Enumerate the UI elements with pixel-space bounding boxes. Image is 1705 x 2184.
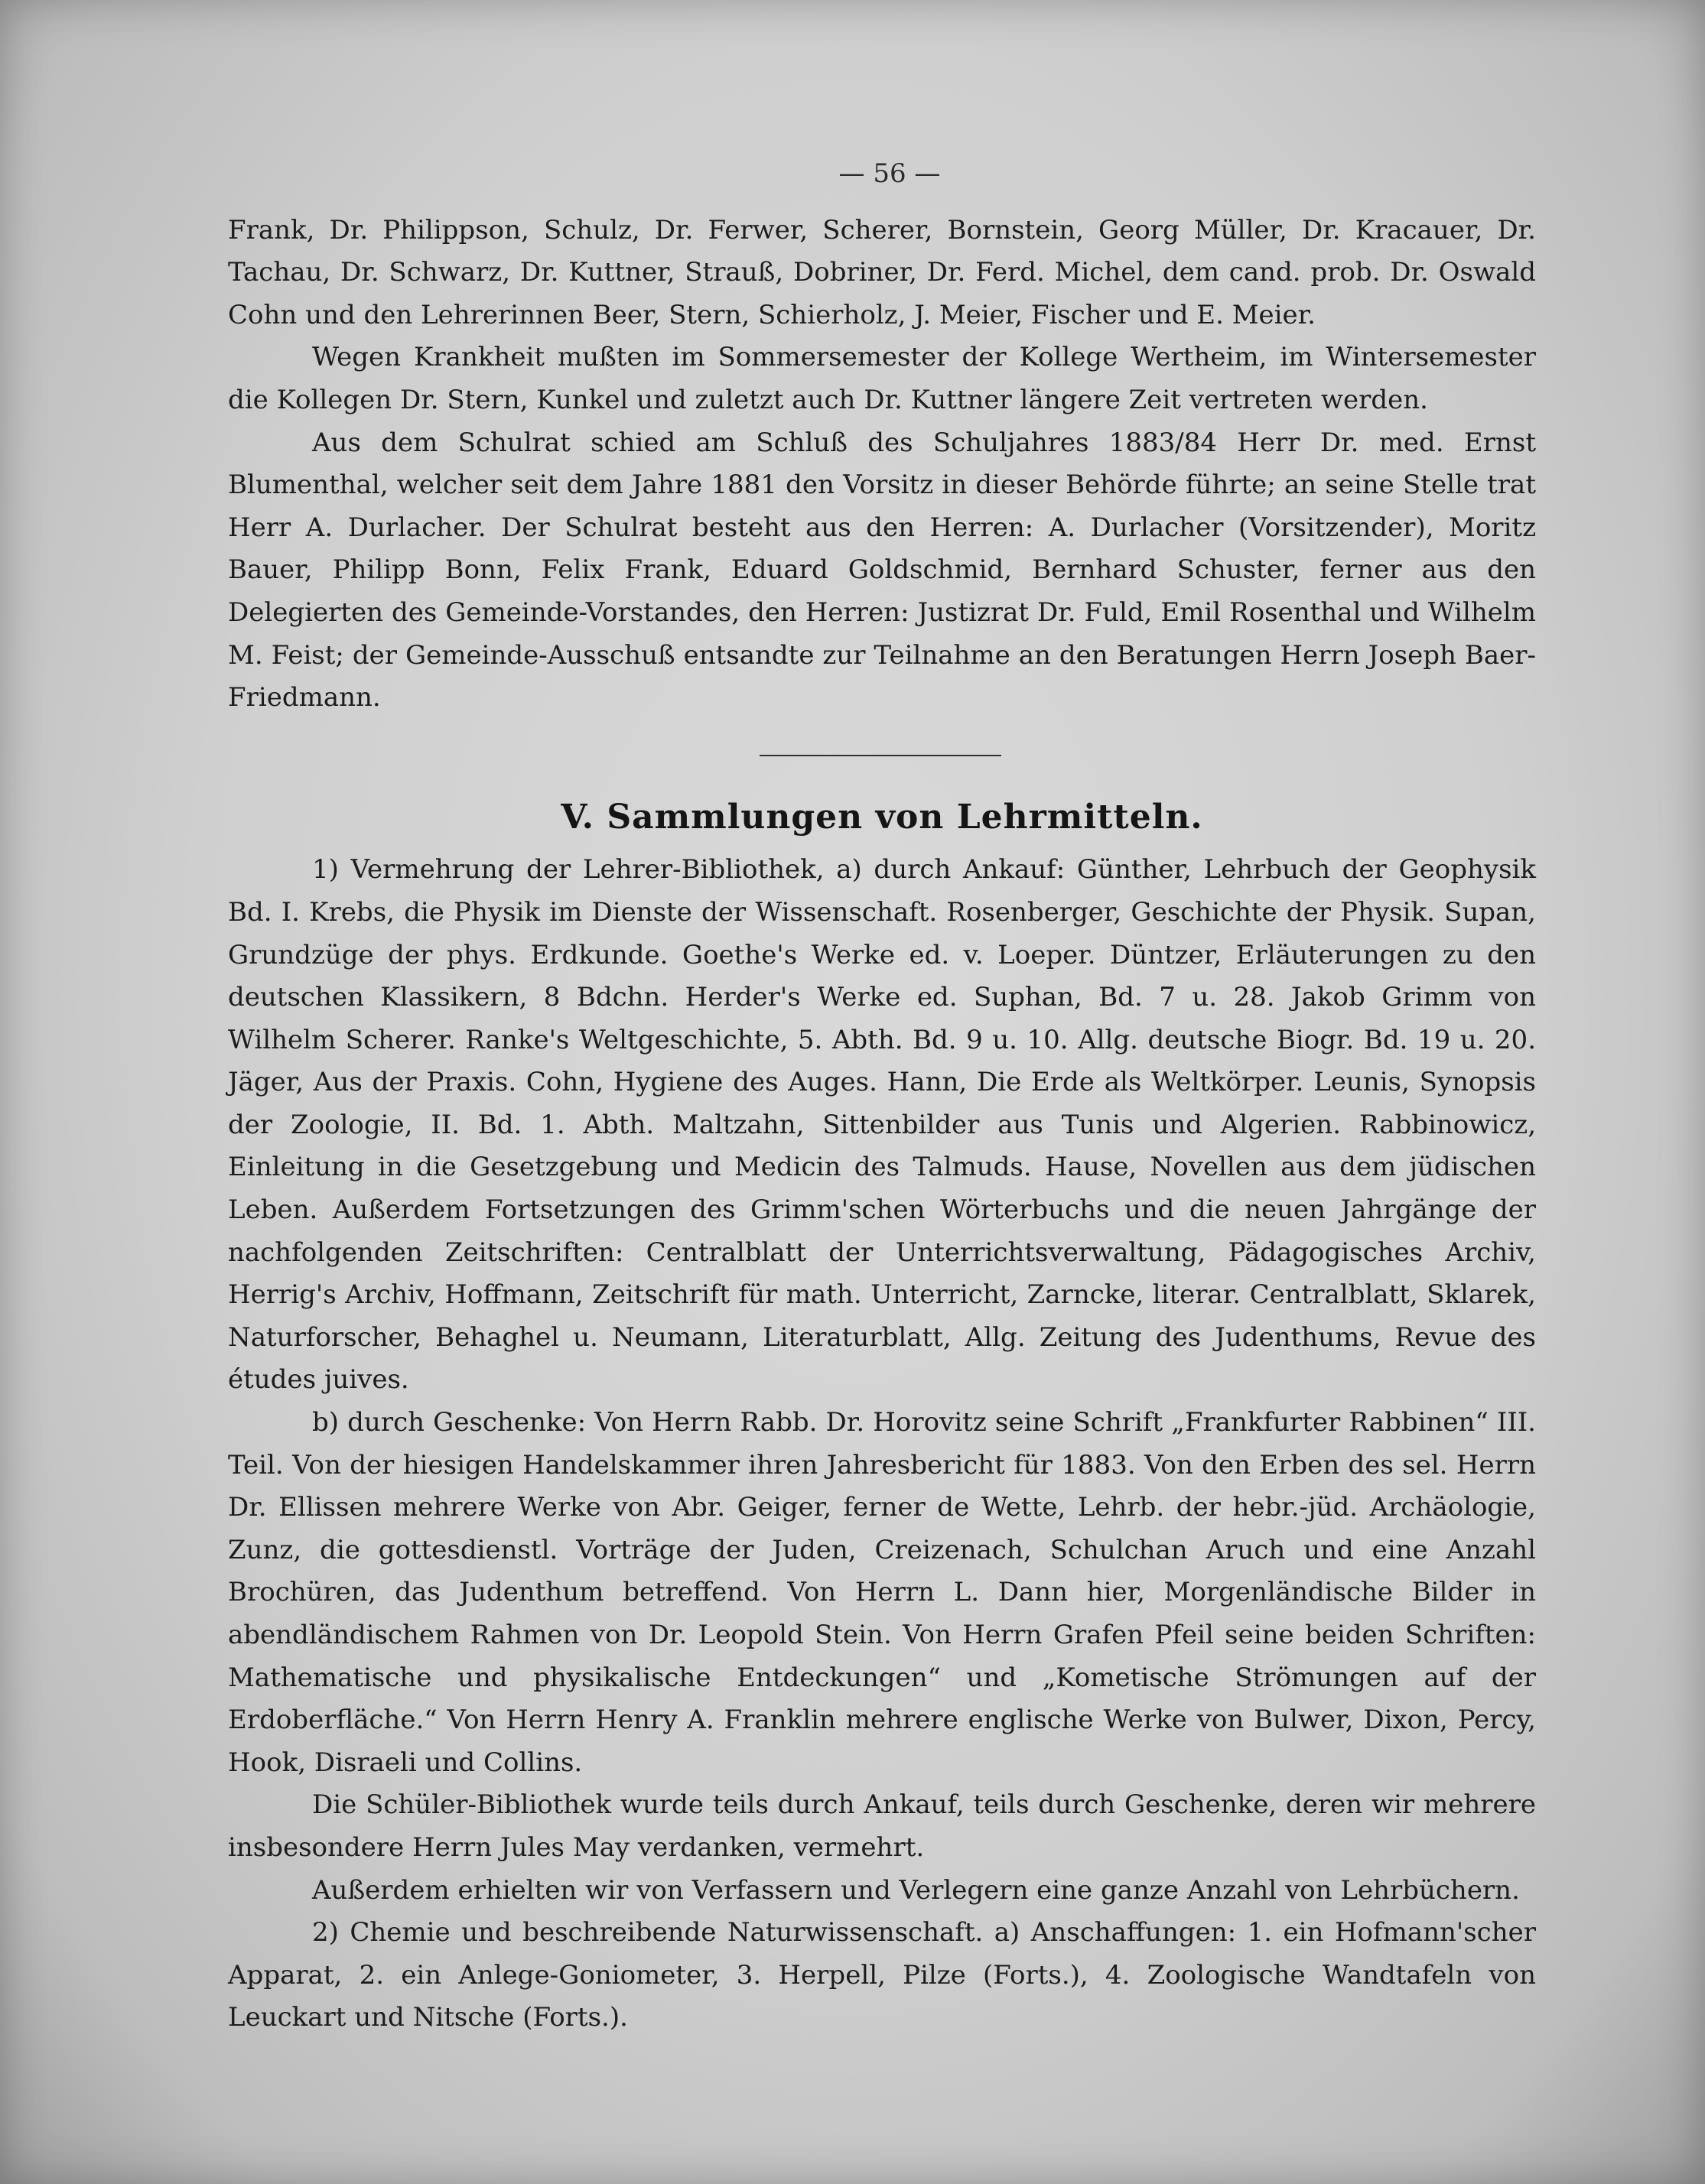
paragraph-textbooks: Außerdem erhielten wir von Verfassern und Verlegern eine ganze Anzahl von Lehrbüchern. bbox=[312, 1874, 1520, 1906]
paragraph-chemistry: 2) Chemie und beschreibende Naturwissenschaft. a) Anschaffungen: 1. ein Hofmann'scher Apparat, 2. ein Anlege-Goniometer, 3. Herpell, Pilze (Forts.), 4. Zoologische Wandtafeln von Leuckart und Nitsche (Forts.). bbox=[228, 1917, 1536, 2033]
page-number: — 56 — bbox=[838, 158, 941, 189]
paragraph-student-library: Die Schüler-Bibliothek wurde teils durch Ankauf, teils durch Geschenke, deren wir mehrere insbesondere Herrn Jules May verdanken, vermehrt. bbox=[228, 1789, 1536, 1863]
paragraph-teacher-library: 1) Vermehrung der Lehrer-Bibliothek, a) durch Ankauf: Günther, Lehrbuch der Geophysik Bd. I. Krebs, die Physik im Dienste der Wissenschaft. Rosenberger, Geschichte der Physik. Supan, Grundzüge der phys. Erdkunde. Goethe's Werke ed. v. Loeper. Düntzer, Erläuterungen zu den deutschen Klassikern, 8 Bdchn. Herder's Werke ed. Suphan, Bd. 7 u. 28. Jakob Grimm von Wilhelm Scherer. Ranke's Weltgeschichte, 5. Abth. Bd. 9 u. 10. Allg. deutsche Biogr. Bd. 19 u. 20. Jäger, Aus der Praxis. Cohn, Hygiene des Auges. Hann, Die Erde als Weltkörper. Leunis, Synopsis der Zoologie, II. Bd. 1. Abth. Maltzahn, Sittenbilder aus Tunis und Algerien. Rabbinowicz, Einleitung in die Gesetzgebung und Medicin des Talmuds. Hause, Novellen aus dem jüdischen Leben. Außerdem Fortsetzungen des Grimm'schen Wörterbuchs und die neuen Jahrgänge der nachfolgenden Zeitschriften: Centralblatt der Unterrichtsverwaltung, Pädagogisches Archiv, Herrig's Archiv, Hoffmann, Zeitschrift für math. Unterricht, Zarncke, literar. Centralblatt, Sklarek, Naturforscher, Behaghel u. Neumann, Literaturblatt, Allg. Zeitung des Judenthums, Revue des études juives. bbox=[228, 854, 1536, 1396]
page-content bbox=[228, 153, 1536, 2039]
paragraph-illness: Wegen Krankheit mußten im Sommersemester der Kollege Wertheim, im Wintersemester die Kollegen Dr. Stern, Kunkel und zuletzt auch Dr. Kuttner längere Zeit vertreten werden. bbox=[228, 342, 1536, 415]
paragraph-school-council: Aus dem Schulrat schied am Schluß des Schuljahres 1883/84 Herr Dr. med. Ernst Blumenthal, welcher seit dem Jahre 1881 den Vorsitz in dieser Behörde führte; an seine Stelle trat Herr A. Durlacher. Der Schulrat besteht aus den Herren: A. Durlacher (Vorsitzender), Moritz Bauer, Philipp Bonn, Felix Frank, Eduard Goldschmid, Bernhard Schuster, ferner aus den Delegierten des Gemeinde-Vorstandes, den Herren: Justizrat Dr. Fuld, Emil Rosenthal und Wilhelm M. Feist; der Gemeinde-Ausschuß entsandte zur Teilnahme an den Beratungen Herrn Joseph Baer-Friedmann. bbox=[228, 427, 1536, 713]
paragraph-gifts: b) durch Geschenke: Von Herrn Rabb. Dr. Horovitz seine Schrift „Frankfurter Rabbinen“ III. Teil. Von der hiesigen Handelskammer ihren Jahresbericht für 1883. Von den Erben des sel. Herrn Dr. Ellissen mehrere Werke von Abr. Geiger, ferner de Wette, Lehrb. der hebr.-jüd. Archäologie, Zunz, die gottesdienstl. Vorträge der Juden, Creizenach, Schulchan Aruch und eine Anzahl Brochüren, das Judenthum betreffend. Von Herrn L. Dann hier, Morgenländische Bilder in abendländischem Rahmen von Dr. Leopold Stein. Von Herrn Grafen Pfeil seine beiden Schriften: Mathematische und physikalische Entdeckungen“ und „Kometische Strömungen auf der Erdoberfläche.“ Von Herrn Henry A. Franklin mehrere englische Werke von Bulwer, Dixon, Percy, Hook, Disraeli und Collins. bbox=[228, 1407, 1536, 1778]
section-divider bbox=[760, 755, 1001, 756]
paragraph-teachers-list: Frank, Dr. Philippson, Schulz, Dr. Ferwer, Scherer, Bornstein, Georg Müller, Dr. Kracauer, Dr. Tachau, Dr. Schwarz, Dr. Kuttner, Strauß, Dobriner, Dr. Ferd. Michel, dem cand. prob. Dr. Oswald Cohn und den Lehrerinnen Beer, Stern, Schierholz, J. Meier, Fischer und E. Meier. bbox=[228, 214, 1536, 330]
section-heading: V. Sammlungen von Lehrmitteln. bbox=[561, 797, 1203, 837]
